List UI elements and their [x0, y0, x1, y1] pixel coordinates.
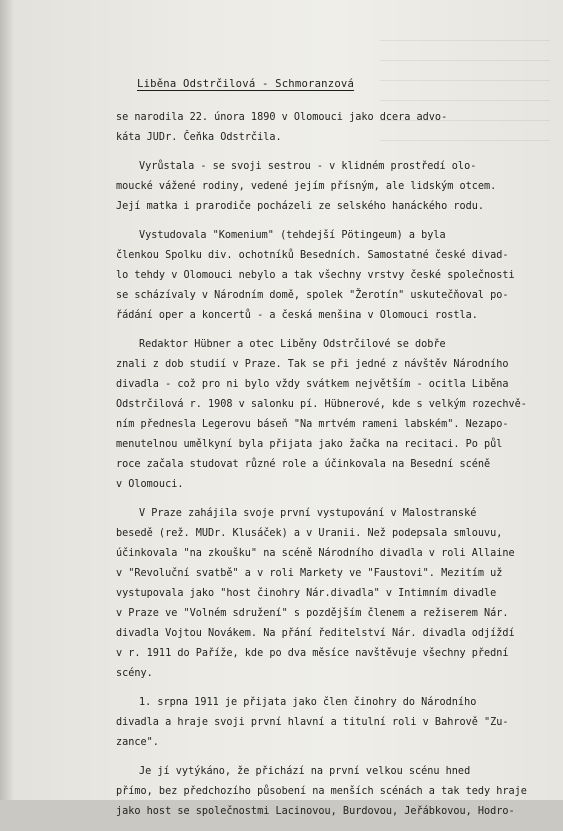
text-line: V Praze zahájila svoje první vystupování v Malostranské: [139, 508, 477, 519]
text-line: vystupovala jako "host činohry Nár.divadla" v Intimním divadle: [116, 588, 497, 599]
text-line: zance".: [116, 737, 159, 748]
text-line: jako host se společnostmi Lacinovou, Burdovou, Jeřábkovou, Hodro-: [116, 806, 515, 817]
text-line: Její matka i prarodiče pocházeli ze selského hanáckého rodu.: [116, 201, 485, 212]
text-line: v "Revoluční svatbě" a v roli Markety ve "Faustovi". Mezitím už: [116, 568, 503, 579]
text-line: besedě (rež. MUDr. Klusáček) a v Uranii. Než podepsala smlouvu,: [116, 528, 503, 539]
text-line: členkou Spolku div. ochotníků Besedních. Samostatné české divad-: [116, 250, 509, 261]
text-line: divadla - což pro ni bylo vždy svátkem největším - ocitla Liběna: [116, 379, 509, 390]
text-line: přímo, bez předchozího působení na menších scénách a tak tedy hraje: [116, 786, 527, 797]
text-line: 1. srpna 1911 je přijata jako člen činohry do Národního: [139, 697, 477, 708]
document-body: [116, 108, 546, 831]
text-line: divadla a hraje svoji první hlavní a titulní roli v Bahrově "Zu-: [116, 717, 509, 728]
paragraph: [116, 335, 546, 495]
text-line: ním přednesla Legerovu báseň "Na mrtvém rameni labském". Nezapo-: [116, 419, 509, 430]
text-line: Vystudovala "Komenium" (tehdejší Pötingeum) a byla: [139, 230, 446, 241]
paragraph: [116, 157, 546, 217]
text-line: Odstrčilová r. 1908 v salonku pí. Hübnerové, kde s velkým rozechvě-: [116, 399, 527, 410]
text-line: lo tehdy v Olomouci nebylo a tak všechny vrstvy české společnosti: [116, 270, 515, 281]
text-line: se narodila 22. února 1890 v Olomouci jako dcera advo-: [116, 112, 448, 123]
paragraph: [116, 762, 546, 822]
text-line: káta JUDr. Čeňka Odstrčila.: [116, 132, 282, 143]
paragraph: [116, 504, 546, 684]
page-edge-shadow: [0, 0, 14, 800]
text-line: moucké vážené rodiny, vedené jejím přísným, ale lidským otcem.: [116, 181, 497, 192]
text-line: účinkovala "na zkoušku" na scéně Národního divadla v roli Allaine: [116, 548, 515, 559]
text-line: znali z dob studií v Praze. Tak se při jedné z návštěv Národního: [116, 359, 509, 370]
text-line: divadla Vojtou Novákem. Na přání ředitelství Nár. divadla odjíždí: [116, 628, 515, 639]
text-line: v Olomouci.: [116, 479, 184, 490]
paragraph: [116, 108, 546, 148]
text-line: scény.: [116, 668, 153, 679]
paragraph: [116, 226, 546, 326]
text-line: roce začala studovat různé role a účinkovala na Besední scéně: [116, 459, 491, 470]
text-line: Je jí vytýkáno, že přichází na první velkou scénu hned: [139, 766, 471, 777]
text-line: v Praze ve "Volném sdružení" s pozdějším členem a režiserem Nár.: [116, 608, 509, 619]
text-line: Redaktor Hübner a otec Liběny Odstrčilové se dobře: [139, 339, 446, 350]
document-title: Liběna Odstrčilová - Schmoranzová: [137, 78, 355, 90]
text-line: menutelnou umělkyní byla přijata jako žačka na recitaci. Po půl: [116, 439, 503, 450]
text-line: v r. 1911 do Paříže, kde po dva měsíce navštěvuje všechny přední: [116, 648, 509, 659]
paragraph: [116, 693, 546, 753]
text-line: řádání oper a koncertů - a česká menšina v Olomouci rostla.: [116, 310, 478, 321]
text-line: Vyrůstala - se svoji sestrou - v klidném prostředí olo-: [139, 161, 477, 172]
text-line: se scházívaly v Národním domě, spolek "Žerotín" uskutečňoval po-: [116, 290, 509, 301]
